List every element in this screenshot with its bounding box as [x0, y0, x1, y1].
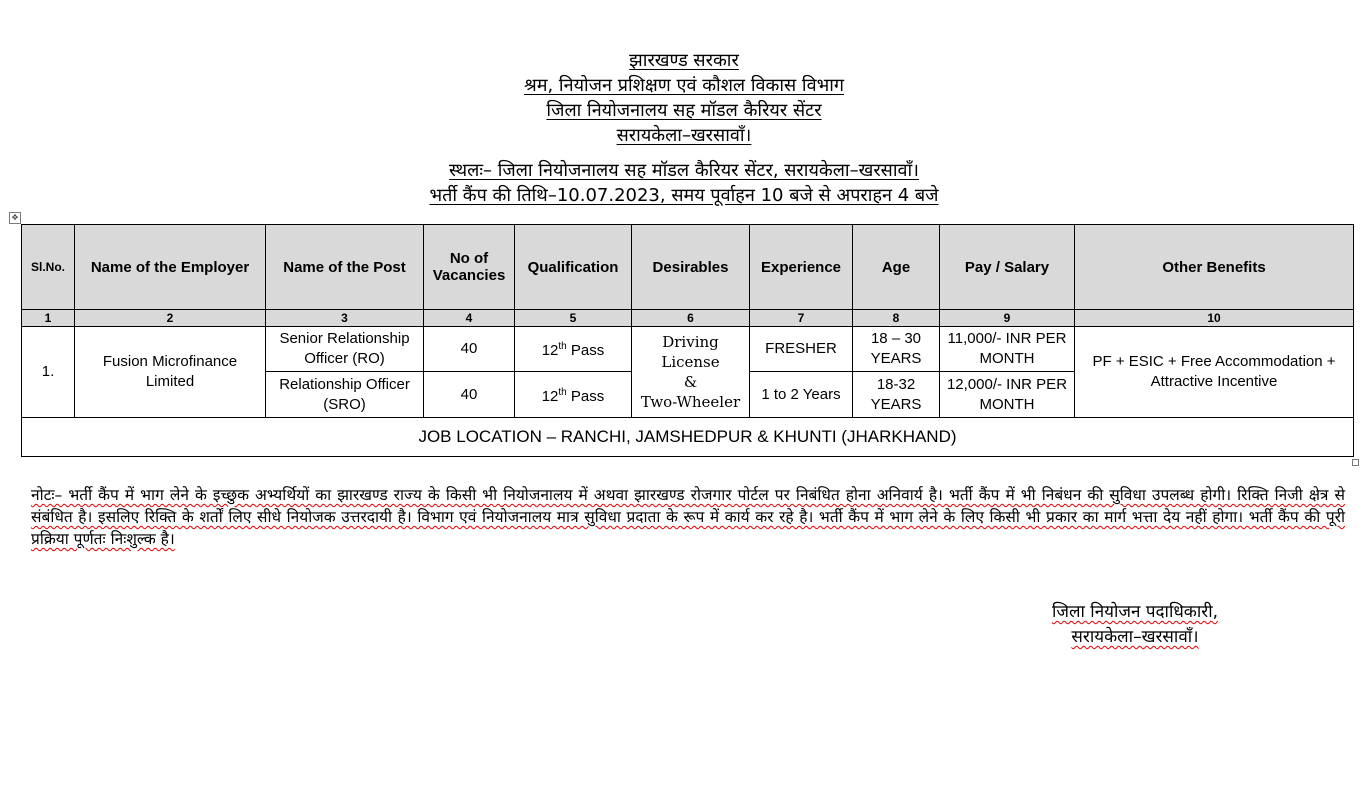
column-number: 8: [853, 310, 940, 327]
signature-block: [1000, 600, 1270, 650]
header-pay: Pay / Salary: [940, 225, 1075, 310]
jobs-table: [21, 224, 1354, 457]
benefits-cell: PF + ESIC + Free Accommodation + Attractive Incentive: [1075, 327, 1354, 418]
employer-cell: Fusion Microfinance Limited: [75, 327, 266, 418]
column-number: 9: [940, 310, 1075, 327]
venue-text: स्थलः– जिला नियोजनालय सह मॉडल कैरियर सेंटर, सरायकेला–खरसावाँ।: [448, 160, 919, 181]
note-text: नोटः– भर्ती कैंप में भाग लेने के इच्छुक अभ्यर्थियों का झारखण्ड राज्य के किसी भी नियोजनालय में अथवा झारखण्ड रोजगार पोर्टल पर निबंधित होना अनिवार्य है। भर्ती कैंप में भी निबंधन की सुविधा उपलब्ध होगी। रिक्ति निजी क्षेत्र से संबंधित है। इसलिए रिक्ति के शर्तों लिए सीधे नियोजक उत्तरदायी है। विभाग एवं नियोजनालय मात्र सुविधा प्रदाता के रूप में कार्य कर रहे है। भर्ती कैंप में भाग लेने के लिए किसी भी प्रकार का मार्ग भत्ता देय नहीं होगा। भर्ती कैंप की पूरी प्रक्रिया पूर्णतः निःशुल्क है।: [31, 486, 1345, 548]
qualification-number: 12: [541, 387, 559, 405]
column-number: 4: [424, 310, 515, 327]
pay-cell: 11,000/- INR PER MONTH: [940, 327, 1075, 372]
column-number: 10: [1075, 310, 1354, 327]
table-move-handle-icon[interactable]: ✥: [9, 212, 21, 224]
pay-cell: 12,000/- INR PER MONTH: [940, 372, 1075, 418]
experience-cell: 1 to 2 Years: [750, 372, 853, 418]
age-cell: 18 – 30 YEARS: [853, 327, 940, 372]
header-sl-no: Sl.No.: [22, 225, 75, 310]
column-number: 5: [515, 310, 632, 327]
qualification-cell: [515, 372, 632, 418]
desirables-line: Driving License: [661, 333, 720, 371]
header-employer: Name of the Employer: [75, 225, 266, 310]
column-number-row: [22, 310, 1354, 327]
header-qualification: Qualification: [515, 225, 632, 310]
column-number: 7: [750, 310, 853, 327]
qualification-suffix: th: [558, 386, 567, 398]
age-cell: 18-32 YEARS: [853, 372, 940, 418]
vacancies-cell: 40: [424, 372, 515, 418]
signature-line-designation: [1000, 600, 1270, 625]
header-vacancies: No of Vacancies: [424, 225, 515, 310]
qualification-suffix: th: [558, 341, 567, 352]
post-cell: Relationship Officer (SRO): [266, 372, 424, 418]
heading-line-office: [0, 98, 1368, 123]
qualification-cell: [515, 327, 632, 372]
document-heading: [0, 48, 1368, 148]
post-cell: Senior Relationship Officer (RO): [266, 327, 424, 372]
heading-line-district-text: सरायकेला–खरसावाँ।: [616, 125, 752, 146]
heading-line-department-text: श्रम, नियोजन प्रशिक्षण एवं कौशल विकास विभाग: [523, 75, 845, 96]
table-row: [22, 327, 1354, 372]
job-location-cell: JOB LOCATION – RANCHI, JAMSHEDPUR & KHUNTI (JHARKHAND): [22, 418, 1354, 457]
heading-line-government: [0, 48, 1368, 73]
job-location-row: [22, 418, 1354, 457]
note-paragraph: [31, 484, 1345, 550]
desirables-cell: [632, 327, 750, 418]
column-number: 6: [632, 310, 750, 327]
column-number: 1: [22, 310, 75, 327]
venue-heading: [0, 158, 1368, 208]
venue-line: [0, 158, 1368, 183]
qualification-number: 12: [541, 342, 559, 359]
heading-line-district: [0, 123, 1368, 148]
header-benefits: Other Benefits: [1075, 225, 1354, 310]
qualification-text: Pass: [566, 342, 605, 359]
heading-line-department: [0, 73, 1368, 98]
sl-no-cell: 1.: [22, 327, 75, 418]
header-desirables: Desirables: [632, 225, 750, 310]
header-experience: Experience: [750, 225, 853, 310]
signature-district-text: सरायकेला–खरसावाँ।: [1071, 627, 1199, 647]
desirables-line: Two-Wheeler: [640, 393, 741, 411]
vacancies-cell: 40: [424, 327, 515, 372]
signature-line-district: [1000, 625, 1270, 650]
column-number: 3: [266, 310, 424, 327]
experience-cell: FRESHER: [750, 327, 853, 372]
table-resize-handle-icon[interactable]: [1352, 459, 1359, 466]
table-header-row: [22, 225, 1354, 310]
date-text: भर्ती कैंप की तिथि–10.07.2023, समय पूर्वाहन 10 बजे से अपराहन 4 बजे: [429, 185, 939, 206]
qualification-text: Pass: [566, 387, 605, 405]
column-number: 2: [75, 310, 266, 327]
header-post: Name of the Post: [266, 225, 424, 310]
header-age: Age: [853, 225, 940, 310]
heading-line-office-text: जिला नियोजनालय सह मॉडल कैरियर सेंटर: [546, 100, 822, 121]
desirables-line: &: [683, 373, 698, 391]
signature-designation-text: जिला नियोजन पदाधिकारी,: [1051, 602, 1219, 622]
date-line: [0, 183, 1368, 208]
heading-line-government-text: झारखण्ड सरकार: [629, 50, 739, 71]
